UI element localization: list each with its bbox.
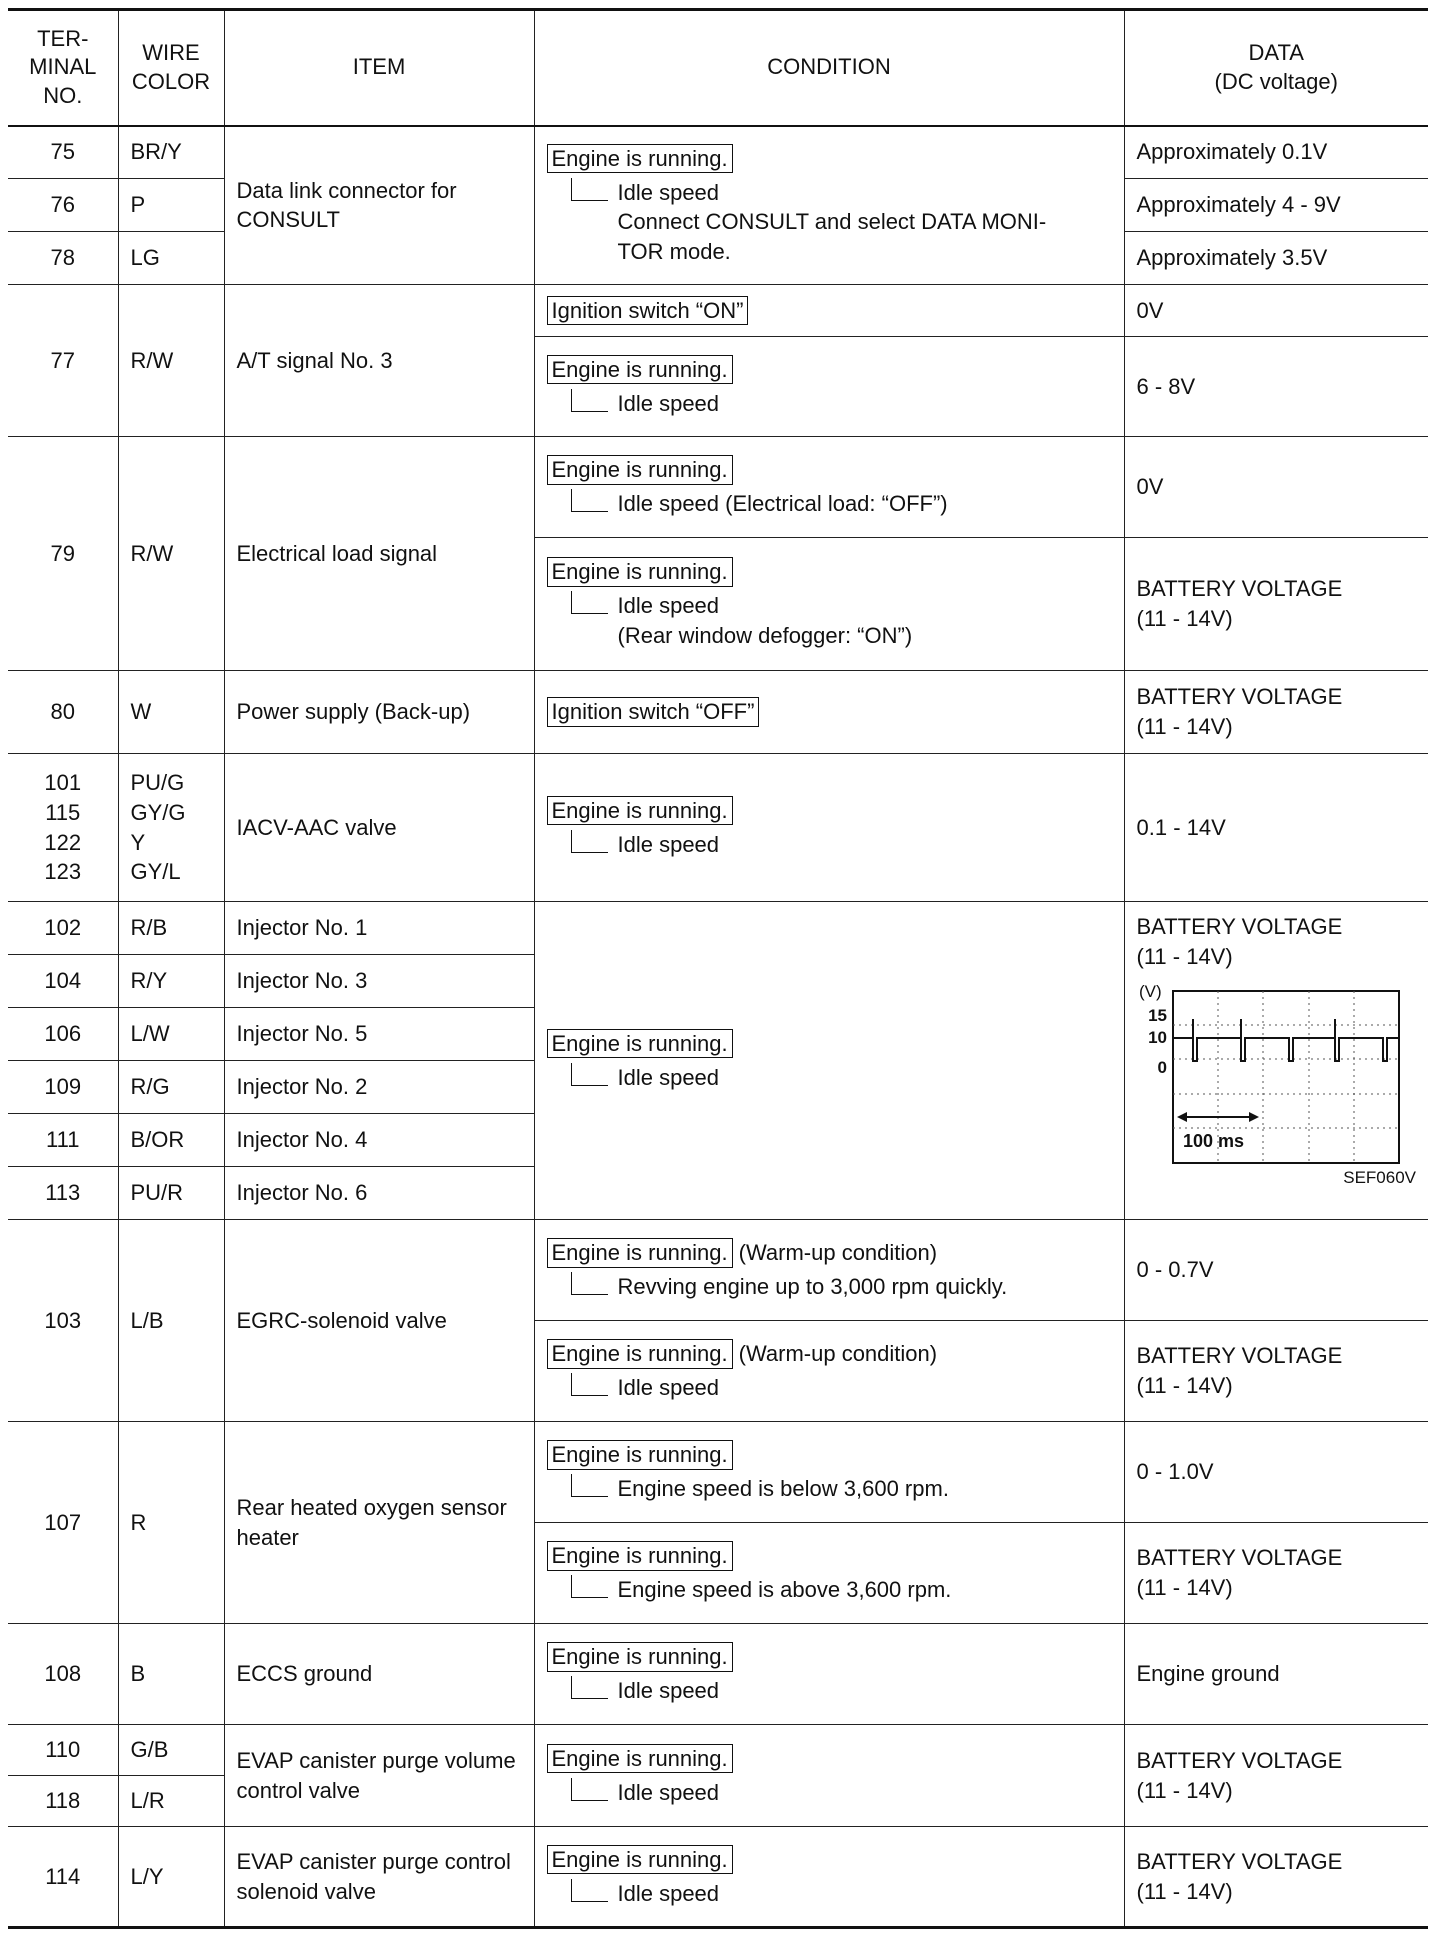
wire-color: R/B [118,902,224,955]
condition-box: Engine is running. [547,1845,733,1875]
branch-line [571,830,608,853]
table-row [8,285,1428,337]
terminal-no: 104 [8,955,118,1008]
table-row [8,1827,1428,1928]
header-item: ITEM [224,10,534,126]
branch-line [571,1778,608,1801]
wire-color: LG [118,232,224,285]
header-row [8,10,1428,126]
wire-color: PU/R [118,1167,224,1220]
branch-line [571,489,608,512]
condition-box: Engine is running. [547,355,733,385]
item-cell: Injector No. 2 [224,1061,534,1114]
figure-id: SEF060V [1343,1168,1416,1188]
condition-box: Engine is running. [547,144,733,174]
branch-line [571,1373,608,1396]
branch-line [571,591,608,614]
data-cell: BATTERY VOLTAGE (11 - 14V) [1124,1827,1428,1928]
data-cell: Approximately 4 - 9V [1124,179,1428,232]
branch-line [571,178,608,201]
waveform-tick-15: 15 [1147,1006,1167,1026]
item-cell: Data link connector for CONSULT [224,126,534,285]
condition-box: Engine is running. [547,796,733,826]
waveform-unit-label: (V) [1138,982,1162,1002]
condition-cell: Engine is running. Idle speed [534,754,1124,902]
data-cell: BATTERY VOLTAGE (11 - 14V) [1124,1523,1428,1624]
data-cell: 0.1 - 14V [1124,754,1428,902]
branch-line [571,1063,608,1086]
condition-box: Engine is running. [547,1642,733,1672]
item-cell: A/T signal No. 3 [224,285,534,437]
wire-color: R/W [118,285,224,437]
terminal-no: 118 [8,1776,118,1827]
table-row [8,1422,1428,1523]
terminal-no: 109 [8,1061,118,1114]
item-cell: EVAP canister purge volume control valve [224,1725,534,1827]
item-cell: Rear heated oxygen sensor heater [224,1422,534,1624]
wire-color: P [118,179,224,232]
injector-waveform [1137,981,1407,1171]
data-cell: Approximately 3.5V [1124,232,1428,285]
terminal-no: 108 [8,1624,118,1725]
item-cell: Power supply (Back-up) [224,671,534,754]
condition-cell: Engine is running. Idle speed [534,902,1124,1220]
terminal-no: 80 [8,671,118,754]
condition-cell: Engine is running. Idle speed (Electrical load: “OFF”) [534,437,1124,538]
wire-color: W [118,671,224,754]
condition-box: Ignition switch “OFF” [547,697,760,727]
data-cell: BATTERY VOLTAGE (11 - 14V) [1124,1725,1428,1827]
header-wire-color: WIRE COLOR [118,10,224,126]
item-cell: Injector No. 5 [224,1008,534,1061]
wire-color: L/R [118,1776,224,1827]
condition-cell: Engine is running. Engine speed is above 3,600 rpm. [534,1523,1124,1624]
branch-line [571,389,608,412]
terminal-no: 107 [8,1422,118,1624]
branch-line [571,1676,608,1699]
condition-cell [534,285,1124,337]
condition-box: Engine is running. [547,1541,733,1571]
item-cell: Injector No. 1 [224,902,534,955]
condition-cell: Engine is running. Idle speed [534,337,1124,437]
wire-color: R/Y [118,955,224,1008]
wire-color: R/W [118,437,224,671]
header-condition: CONDITION [534,10,1124,126]
waveform-tick-10: 10 [1147,1028,1167,1048]
condition-box: Engine is running. [547,557,733,587]
wire-color: L/W [118,1008,224,1061]
wire-color: PU/G GY/G Y GY/L [118,754,224,902]
data-cell: BATTERY VOLTAGE (11 - 14V) (V) 15 10 0 100 ms SEF060V [1124,902,1428,1220]
terminal-no: 78 [8,232,118,285]
terminal-no: 101 115 122 123 [8,754,118,902]
branch-line [571,1879,608,1902]
condition-cell: Engine is running. Idle speed (Rear window defogger: “ON”) [534,538,1124,671]
header-data: DATA (DC voltage) [1124,10,1428,126]
wire-color: R/G [118,1061,224,1114]
condition-cell: Engine is running. (Warm-up condition) Revving engine up to 3,000 rpm quickly. [534,1220,1124,1321]
wire-color: BR/Y [118,126,224,179]
table-row [8,754,1428,902]
branch-line [571,1272,608,1295]
table-row [8,671,1428,754]
table-row [8,437,1428,538]
wire-color: R [118,1422,224,1624]
condition-cell: Engine is running. Idle speed Connect CONSULT and select DATA MONI- TOR mode. [534,126,1124,285]
condition-cell: Engine is running. Idle speed [534,1827,1124,1928]
condition-cell: Engine is running. Engine speed is below 3,600 rpm. [534,1422,1124,1523]
condition-cell: Engine is running. Idle speed [534,1624,1124,1725]
item-cell: EGRC-solenoid valve [224,1220,534,1422]
terminal-no: 76 [8,179,118,232]
item-cell: IACV-AAC valve [224,754,534,902]
data-cell: 0 - 1.0V [1124,1422,1428,1523]
item-cell: Injector No. 6 [224,1167,534,1220]
condition-box: Ignition switch “ON” [547,296,749,326]
terminal-no: 110 [8,1725,118,1776]
terminal-no: 102 [8,902,118,955]
condition-box: Engine is running. [547,1238,733,1268]
waveform-time-label: 100 ms [1182,1131,1244,1152]
data-cell: BATTERY VOLTAGE (11 - 14V) [1124,1321,1428,1422]
table-row [8,1624,1428,1725]
waveform-tick-0: 0 [1157,1058,1167,1078]
item-cell: Injector No. 4 [224,1114,534,1167]
item-cell: Electrical load signal [224,437,534,671]
condition-box: Engine is running. [547,1029,733,1059]
branch-line [571,1474,608,1497]
wire-color: B/OR [118,1114,224,1167]
waveform-arrow-head-right [1249,1112,1259,1122]
condition-cell: Engine is running. Idle speed [534,1725,1124,1827]
item-cell: Injector No. 3 [224,955,534,1008]
wire-color: L/Y [118,1827,224,1928]
header-terminal-no: TER- MINAL NO. [8,10,118,126]
table-row [8,1725,1428,1776]
table-row [8,902,1428,955]
wire-color: G/B [118,1725,224,1776]
data-cell: 0V [1124,437,1428,538]
terminal-no: 113 [8,1167,118,1220]
item-cell: ECCS ground [224,1624,534,1725]
terminal-no: 75 [8,126,118,179]
waveform-arrow-head-left [1177,1112,1187,1122]
data-cell: 6 - 8V [1124,337,1428,437]
data-cell: BATTERY VOLTAGE (11 - 14V) [1124,671,1428,754]
condition-box: Engine is running. [547,1440,733,1470]
table-row [8,1220,1428,1321]
item-cell: EVAP canister purge control solenoid valve [224,1827,534,1928]
terminal-spec-page [8,8,1428,1928]
terminal-no: 79 [8,437,118,671]
condition-cell: Engine is running. (Warm-up condition) Idle speed [534,1321,1124,1422]
data-cell: BATTERY VOLTAGE (11 - 14V) [1124,538,1428,671]
ecm-terminal-table [8,8,1428,1929]
condition-box: Engine is running. [547,1339,733,1369]
terminal-no: 114 [8,1827,118,1928]
terminal-no: 77 [8,285,118,437]
terminal-no: 106 [8,1008,118,1061]
table-row [8,126,1428,179]
data-cell: 0V [1124,285,1428,337]
data-cell: Engine ground [1124,1624,1428,1725]
wire-color: B [118,1624,224,1725]
condition-box: Engine is running. [547,455,733,485]
branch-line [571,1575,608,1598]
condition-box: Engine is running. [547,1744,733,1774]
terminal-no: 103 [8,1220,118,1422]
condition-cell [534,671,1124,754]
wire-color: L/B [118,1220,224,1422]
data-cell: 0 - 0.7V [1124,1220,1428,1321]
terminal-no: 111 [8,1114,118,1167]
data-cell: Approximately 0.1V [1124,126,1428,179]
